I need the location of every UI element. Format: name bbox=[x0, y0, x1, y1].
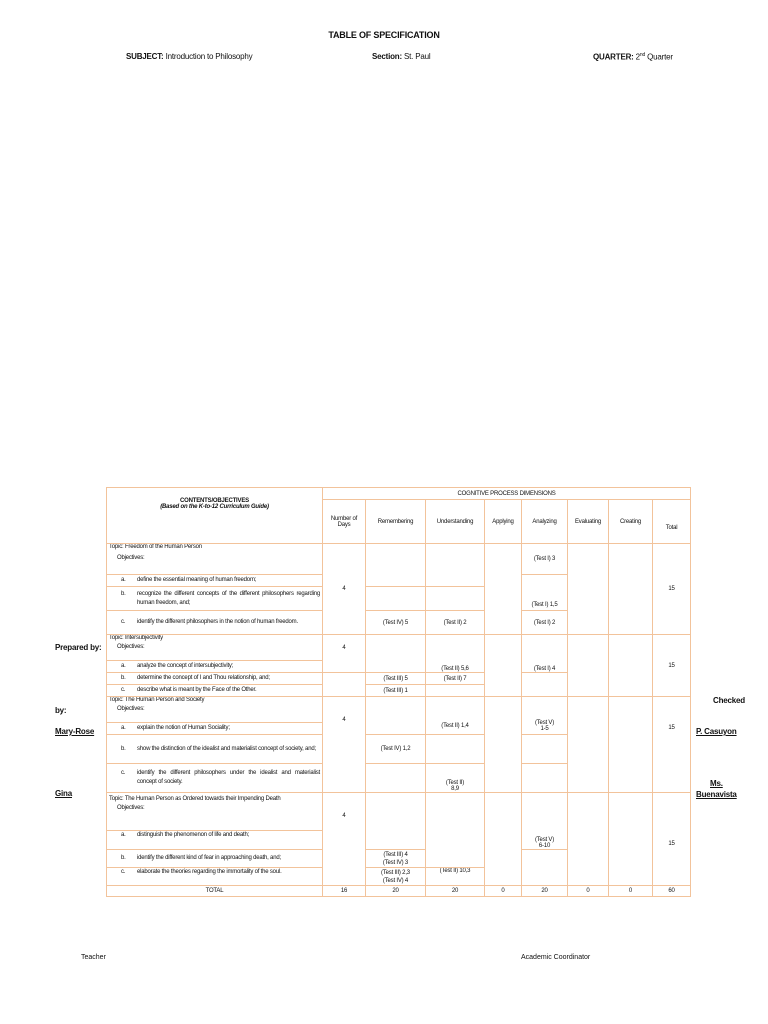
topic-4-analyzing-a: (Test V) 6-10 bbox=[522, 793, 568, 850]
objectives-label: Objectives: bbox=[117, 706, 145, 712]
contents-header bbox=[107, 488, 323, 544]
creating-header: Creating bbox=[609, 500, 653, 544]
checker-name-2a: Ms. bbox=[710, 779, 723, 788]
subject-line bbox=[126, 52, 252, 61]
topic-2-understanding-b: (Test II) 7 bbox=[426, 673, 485, 685]
topic-3-understanding-c: (Test II) 8,9 bbox=[426, 764, 485, 793]
topic-2-heading bbox=[107, 635, 323, 661]
topic-3-days: 4 bbox=[323, 697, 366, 793]
list-item: b. recognize the different concepts of the different philosophers regarding human freedom, and; bbox=[107, 587, 323, 611]
preparer-name-2: Gina bbox=[55, 789, 72, 798]
topic-3-analyzing-a: (Test V) 1-5 bbox=[522, 697, 568, 735]
topic-1-remembering-c: (Test IV) 5 bbox=[366, 611, 426, 635]
topic-1-title: Topic: Freedom of the Human Person bbox=[109, 544, 202, 550]
list-item: b. identify the different kind of fear in approaching death, and; bbox=[107, 850, 323, 868]
total-evaluating: 0 bbox=[568, 886, 609, 897]
total-label: TOTAL bbox=[107, 886, 323, 897]
footer-teacher: Teacher bbox=[81, 954, 106, 961]
topic-1-understanding-c: (Test II) 2 bbox=[426, 611, 485, 635]
topic-3-remembering-b: (Test IV) 1,2 bbox=[366, 735, 426, 764]
topic-2-total: 15 bbox=[653, 635, 691, 697]
contents-header-title: CONTENTS/OBJECTIVES bbox=[180, 498, 249, 504]
checker-name-1: P. Casuyon bbox=[696, 727, 737, 736]
topic-1-total: 15 bbox=[653, 544, 691, 635]
total-applying: 0 bbox=[485, 886, 522, 897]
applying-header: Applying bbox=[485, 500, 522, 544]
list-item: a. explain the notion of Human Sociality; bbox=[107, 723, 323, 735]
checker-name-2b: Buenavista bbox=[696, 790, 737, 799]
topic-4-heading bbox=[107, 793, 323, 831]
quarter-label: QUARTER: bbox=[593, 52, 634, 62]
total-row bbox=[107, 886, 691, 897]
total-grand: 60 bbox=[653, 886, 691, 897]
by-label: by: bbox=[55, 706, 67, 715]
topic-2-days: 4 bbox=[323, 635, 366, 673]
topic-1-analyzing-c: (Test I) 2 bbox=[522, 611, 568, 635]
total-remembering: 20 bbox=[366, 886, 426, 897]
objectives-label: Objectives: bbox=[117, 644, 145, 650]
list-item: b. show the distinction of the idealist and materialist concept of society, and; bbox=[107, 735, 323, 764]
list-item: c. identify the different philosophers under the idealist and materialist concept of society. bbox=[107, 764, 323, 793]
quarter-suffix: nd bbox=[639, 52, 646, 58]
list-item: a. distinguish the phenomenon of life and death; bbox=[107, 831, 323, 850]
list-item: c. describe what is meant by the Face of the Other. bbox=[107, 685, 323, 697]
footer-coordinator: Academic Coordinator bbox=[521, 954, 591, 961]
topic-2-remembering-c: (Test III) 1 bbox=[366, 685, 426, 697]
topic-1-analyzing-a: (Test I) 3 bbox=[522, 544, 568, 575]
topic-2-analyzing-a: (Test I) 4 bbox=[522, 635, 568, 673]
specification-table bbox=[106, 487, 691, 897]
topic-4-title: Topic: The Human Person as Ordered towards their Impending Death bbox=[109, 796, 281, 802]
topic-4-total: 15 bbox=[653, 793, 691, 886]
list-item: c. identify the different philosophers in the notion of human freedom. bbox=[107, 611, 323, 635]
objectives-label: Objectives: bbox=[117, 805, 145, 811]
quarter-line bbox=[593, 52, 673, 62]
total-creating: 0 bbox=[609, 886, 653, 897]
topic-4-days: 4 bbox=[323, 793, 366, 886]
preparer-name-1: Mary-Rose bbox=[55, 727, 95, 736]
table-row bbox=[107, 697, 691, 723]
document-title: TABLE OF SPECIFICATION bbox=[328, 30, 440, 40]
topic-1-analyzing-b: (Test I) 1,5 bbox=[522, 575, 568, 611]
checked-by-label: Checked bbox=[713, 696, 745, 705]
topic-1-heading bbox=[107, 544, 323, 575]
topic-2-remembering-b: (Test III) 5 bbox=[366, 673, 426, 685]
table-row bbox=[107, 635, 691, 661]
section-value: St. Paul bbox=[404, 52, 431, 61]
topic-4-remembering-c: (Test III) 2,3 (Test IV) 4 bbox=[366, 868, 426, 886]
list-item: a. define the essential meaning of human freedom; bbox=[107, 575, 323, 587]
section-label: Section: bbox=[372, 52, 402, 61]
topic-3-title: Topic: The Human Person and Society bbox=[109, 697, 205, 703]
topic-4-understanding-c: (Test II) 10,3 bbox=[426, 868, 485, 886]
topic-2-understanding-a: (Test II) 5,6 bbox=[426, 635, 485, 673]
total-header: Total bbox=[653, 500, 691, 544]
topic-3-total: 15 bbox=[653, 697, 691, 793]
table-row bbox=[107, 793, 691, 831]
cognitive-header: COGNITIVE PROCESS DIMENSIONS bbox=[323, 488, 691, 500]
list-item: b. determine the concept of I and Thou relationship, and; bbox=[107, 673, 323, 685]
contents-header-subtitle: (Based on the K-to-12 Curriculum Guide) bbox=[160, 504, 269, 510]
list-item: c. elaborate the theories regarding the immortality of the soul. bbox=[107, 868, 323, 886]
objectives-label: Objectives: bbox=[117, 555, 145, 561]
section-line bbox=[372, 52, 430, 61]
evaluating-header: Evaluating bbox=[568, 500, 609, 544]
subject-label: SUBJECT: bbox=[126, 52, 164, 61]
understanding-header: Understanding bbox=[426, 500, 485, 544]
topic-4-remembering-b: (Test III) 4 (Test IV) 3 bbox=[366, 850, 426, 868]
analyzing-header: Analyzing bbox=[522, 500, 568, 544]
topic-3-understanding-a: (Test II) 1,4 bbox=[426, 697, 485, 735]
topic-2-title: Topic: Intersubjectivity bbox=[109, 635, 163, 641]
days-header: Number of Days bbox=[323, 500, 366, 544]
quarter-number: 2 bbox=[635, 52, 640, 62]
subject-value: Introduction to Philosophy bbox=[165, 52, 253, 61]
table-row bbox=[107, 544, 691, 575]
total-analyzing: 20 bbox=[522, 886, 568, 897]
total-days: 16 bbox=[323, 886, 366, 897]
remembering-header: Remembering bbox=[366, 500, 426, 544]
topic-3-heading bbox=[107, 697, 323, 723]
prepared-by-label: Prepared by: bbox=[55, 643, 102, 652]
topic-1-days: 4 bbox=[323, 544, 366, 635]
total-understanding: 20 bbox=[426, 886, 485, 897]
list-item: a. analyze the concept of intersubjectivity; bbox=[107, 661, 323, 673]
quarter-word: Quarter bbox=[647, 52, 673, 62]
